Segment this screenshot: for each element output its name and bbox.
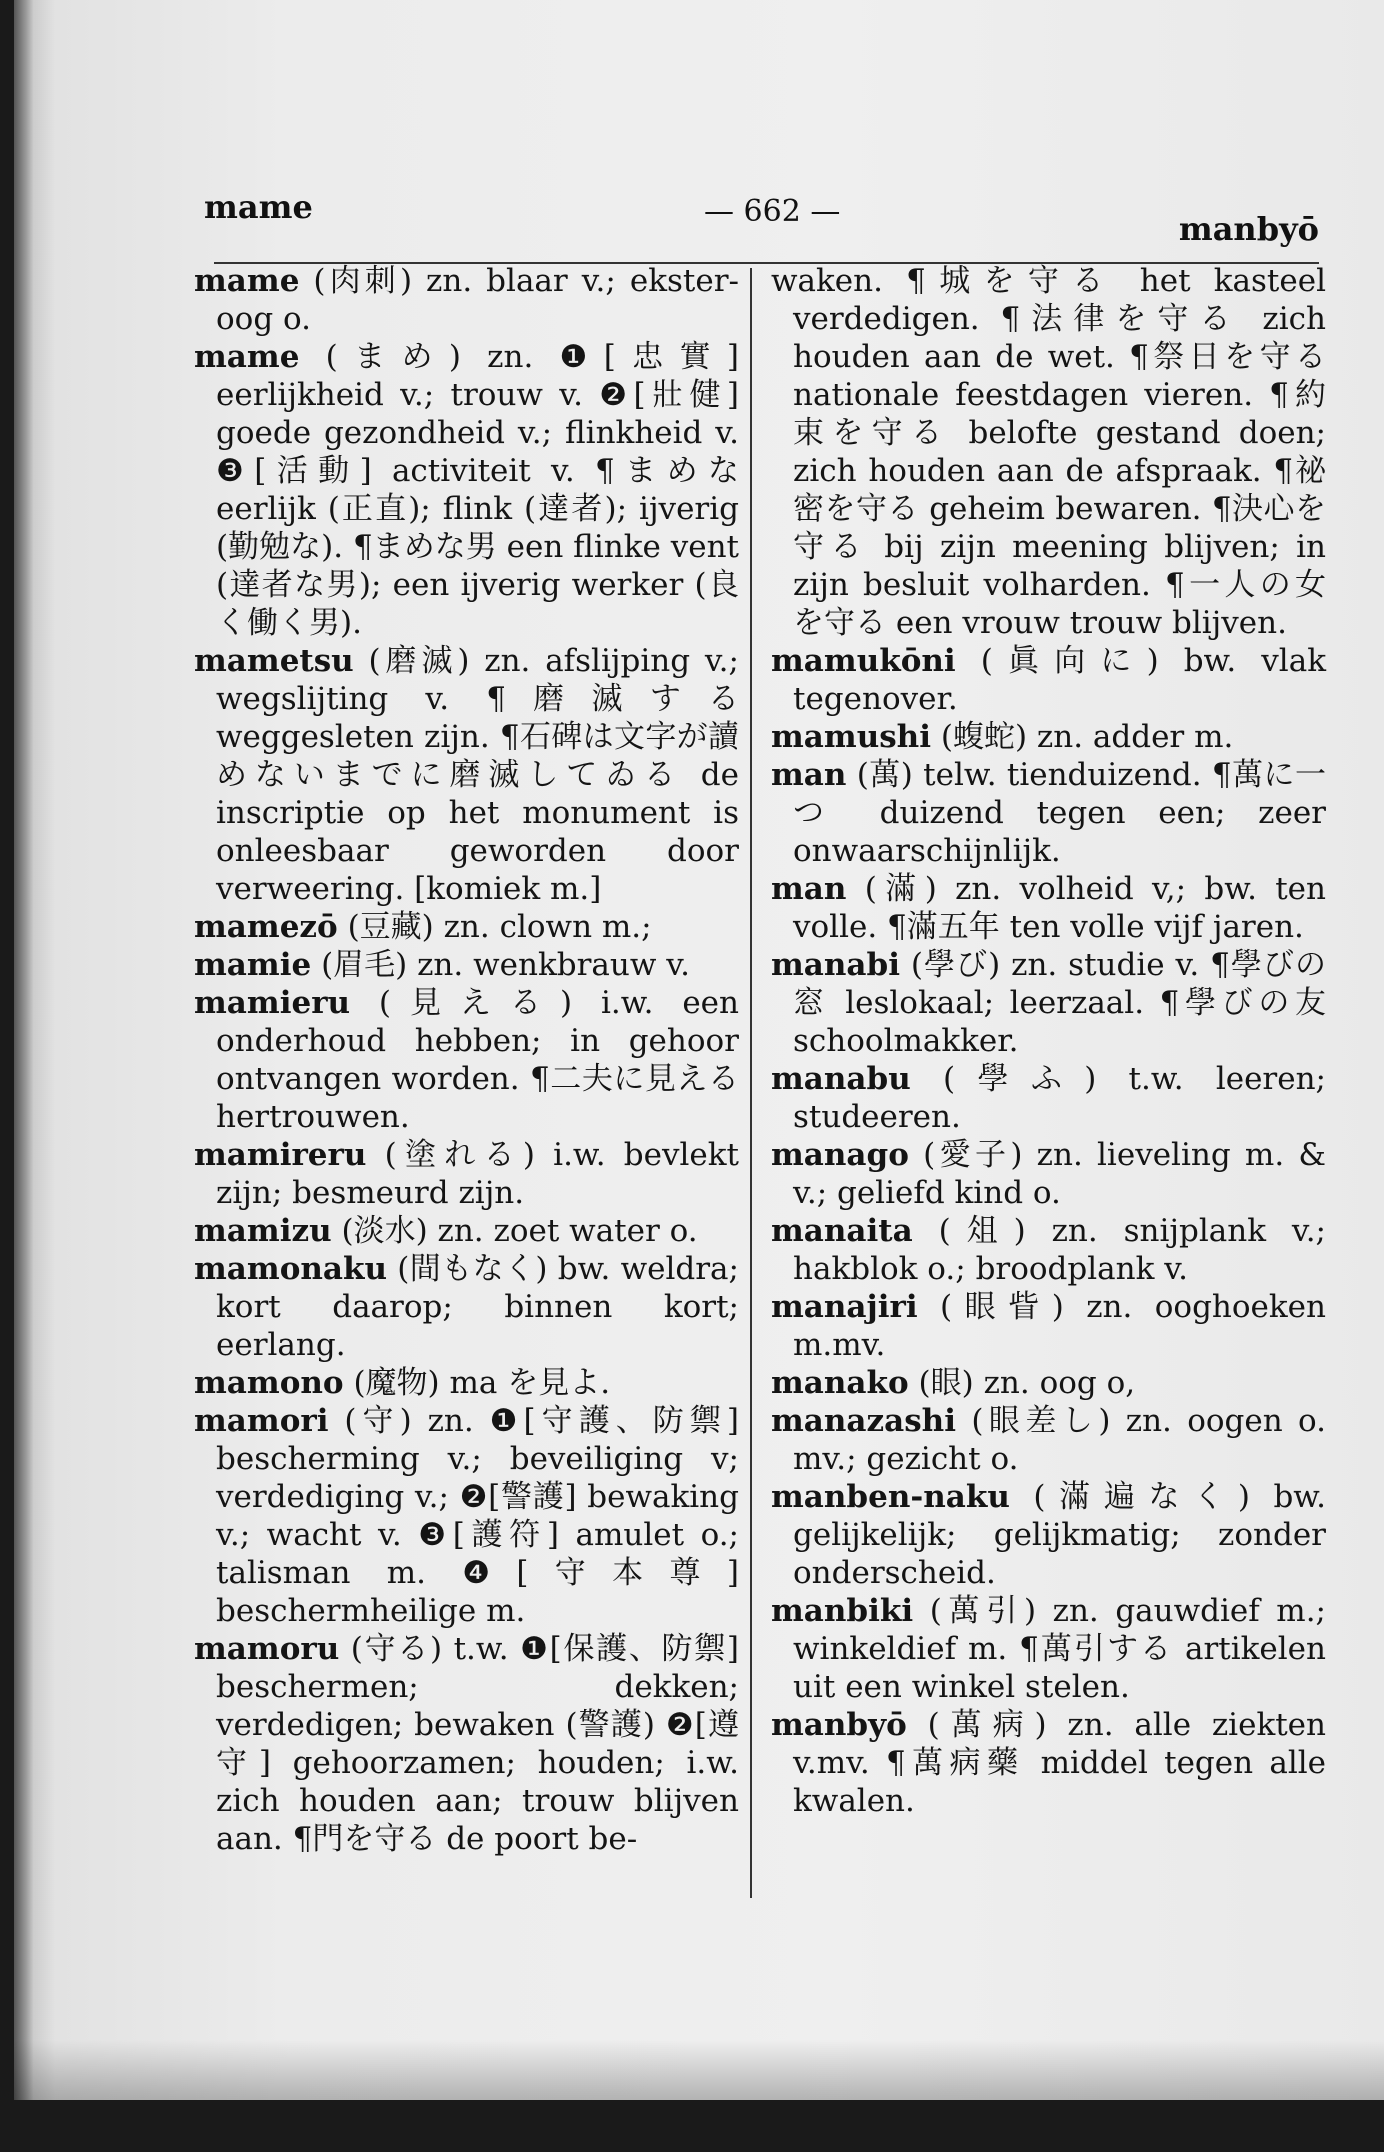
- dictionary-entry: [771, 1136, 1326, 1212]
- headword: mamezō: [194, 909, 338, 945]
- definition: (萬引) zn. gauwdief m.; winkeldief m. ¶萬引する artikelen uit een winkel stelen.: [793, 1593, 1326, 1705]
- page-edge-shadow: [14, 2040, 1384, 2100]
- dictionary-entry: [771, 1288, 1326, 1364]
- definition: (滿) zn. volheid v,; bw. ten volle. ¶滿五年 ten volle vijf jaren.: [793, 871, 1326, 945]
- headword: mamizu: [194, 1213, 332, 1249]
- definition: (守) zn. ❶[守護、防禦] bescherming v.; beveiliging v; verdediging v.; ❷[警護] bewaking v.; wacht v. ❸[護符] amulet o.; talisman m. ❹[守本尊] beschermheilige m.: [216, 1403, 739, 1629]
- headword: mamireru: [194, 1137, 367, 1173]
- right-column: [771, 262, 1326, 1820]
- headword: mamie: [194, 947, 312, 983]
- definition: (俎) zn. snijplank v.; hakblok o.; broodplank v.: [793, 1213, 1326, 1287]
- column-divider: [750, 268, 752, 1898]
- dictionary-entry: [771, 756, 1326, 870]
- definition: (萬病) zn. alle ziekten v.mv. ¶萬病藥 middel tegen alle kwalen.: [793, 1707, 1326, 1819]
- definition: (學び) zn. studie v. ¶學びの窓 leslokaal; leerzaal. ¶學びの友 schoolmakker.: [793, 947, 1326, 1059]
- headword: manaita: [771, 1213, 913, 1249]
- definition: (淡水) zn. zoet water o.: [341, 1213, 698, 1249]
- definition: (愛子) zn. lieveling m. & v.; geliefd kind o.: [793, 1137, 1326, 1211]
- dictionary-entry: [771, 1060, 1326, 1136]
- dictionary-entry: [194, 1402, 739, 1630]
- headword: mamoru: [194, 1631, 340, 1667]
- dictionary-entry: [194, 908, 739, 946]
- definition: (眼差し) zn. oogen o. mv.; gezicht o.: [793, 1403, 1327, 1477]
- headword: manabi: [771, 947, 900, 983]
- definition: (豆藏) zn. clown m.;: [347, 909, 652, 945]
- headword: manben-naku: [771, 1479, 1010, 1515]
- headword: manbyō: [771, 1707, 907, 1743]
- headword: mame: [194, 263, 300, 299]
- definition: (眼眥) zn. ooghoeken m.mv.: [793, 1289, 1326, 1363]
- dictionary-entry: [771, 1706, 1326, 1820]
- headword: man: [771, 757, 847, 793]
- book-spine: [14, 0, 34, 2100]
- headword: mamono: [194, 1365, 344, 1401]
- headword: mamukōni: [771, 643, 956, 679]
- dictionary-entry: [771, 870, 1326, 946]
- dictionary-page: [14, 0, 1384, 2100]
- definition: waken. ¶城を守る het kasteel verdedigen. ¶法律を守る zich houden aan de wet. ¶祭日を守る nationale feestdagen vieren. ¶約束を守る belofte gestand doen; zich houden aan de afspraak. ¶祕密を守る geheim bewaren. ¶決心を守る bij zijn meening blijven; in zijn besluit volharden. ¶一人の女を守る een vrouw trouw blijven.: [771, 263, 1326, 641]
- definition: (萬) telw. tienduizend. ¶萬に一つ duizend tegen een; zeer onwaarschijnlijk.: [793, 757, 1326, 869]
- definition: (まめ) zn. ❶[忠實] eerlijkheid v.; trouw v. ❷[壯健] goede gezondheid v.; flinkheid v. ❸[活動] activiteit v. ¶まめな eerlijk (正直); flink (達者); ijverig (勤勉な). ¶まめな男 een flinke vent (達者な男); een ijverig werker (良く働く男).: [216, 339, 740, 641]
- dictionary-entry: [194, 946, 739, 984]
- headword: manajiri: [771, 1289, 918, 1325]
- left-column: [194, 262, 739, 1858]
- headword: mamieru: [194, 985, 351, 1021]
- dictionary-entry: [771, 1364, 1326, 1402]
- dictionary-entry: [194, 262, 739, 338]
- headword: mame: [194, 339, 300, 375]
- definition: (間もなく) bw. weldra; kort daarop; binnen kort; eerlang.: [216, 1251, 739, 1363]
- dictionary-entry: [194, 1136, 739, 1212]
- definition: (見える) i.w. een onderhoud hebben; in gehoor ontvangen worden. ¶二夫に見える hertrouwen.: [216, 985, 739, 1135]
- dictionary-entry: [194, 1630, 739, 1858]
- headword: manbiki: [771, 1593, 914, 1629]
- definition: (魔物) ma を見よ.: [353, 1365, 611, 1401]
- headword: manazashi: [771, 1403, 956, 1439]
- headword: mamori: [194, 1403, 329, 1439]
- definition: (眼) zn. oog o,: [918, 1365, 1136, 1401]
- guide-word-left: mame: [204, 188, 313, 226]
- headword: manako: [771, 1365, 909, 1401]
- definition: (塗れる) i.w. bevlekt zijn; besmeurd zijn.: [216, 1137, 739, 1211]
- dictionary-entry: [194, 984, 739, 1136]
- dictionary-entry: [194, 338, 739, 642]
- dictionary-entry: [771, 1402, 1326, 1478]
- dictionary-entry: [194, 1364, 739, 1402]
- dictionary-entry: [771, 718, 1326, 756]
- dictionary-entry: [194, 1250, 739, 1364]
- dictionary-entry: [194, 1212, 739, 1250]
- definition: (守る) t.w. ❶[保護、防禦] beschermen; dekken; verdedigen; bewaken (警護) ❷[遵守] gehoorzamen; houden; i.w. zich houden aan; trouw blijven aan. ¶門を守る de poort be-: [216, 1631, 739, 1857]
- headword: mamonaku: [194, 1251, 388, 1287]
- definition: (肉刺) zn. blaar v.; ekster-oog o.: [216, 263, 739, 337]
- headword: mametsu: [194, 643, 354, 679]
- definition: (眉毛) zn. wenkbrauw v.: [321, 947, 690, 983]
- definition: (眞向に) bw. vlak tegenover.: [793, 643, 1326, 717]
- page-header: [204, 180, 1319, 248]
- headword: manabu: [771, 1061, 911, 1097]
- definition: (滿遍なく) bw. gelijkelijk; gelijkmatig; zonder onderscheid.: [793, 1479, 1326, 1591]
- definition: (蝮蛇) zn. adder m.: [940, 719, 1234, 755]
- dictionary-entry-continued: [771, 262, 1326, 642]
- dictionary-entry: [771, 1478, 1326, 1592]
- guide-word-right: manbyō: [1178, 210, 1319, 248]
- dictionary-entry: [771, 1592, 1326, 1706]
- headword: man: [771, 871, 847, 907]
- dictionary-entry: [771, 1212, 1326, 1288]
- dictionary-entry: [771, 946, 1326, 1060]
- definition: (學ふ) t.w. leeren; studeeren.: [793, 1061, 1326, 1135]
- page-number: — 662 —: [704, 194, 841, 229]
- definition: (磨滅) zn. afslijping v.; wegslijting v. ¶磨滅する weggesleten zijn. ¶石碑は文字が讀めないまでに磨滅してゐる de inscriptie op het monument is onleesbaar geworden door verweering. [komiek m.]: [216, 643, 739, 907]
- headword: mamushi: [771, 719, 931, 755]
- dictionary-entry: [771, 642, 1326, 718]
- dictionary-entry: [194, 642, 739, 908]
- headword: manago: [771, 1137, 909, 1173]
